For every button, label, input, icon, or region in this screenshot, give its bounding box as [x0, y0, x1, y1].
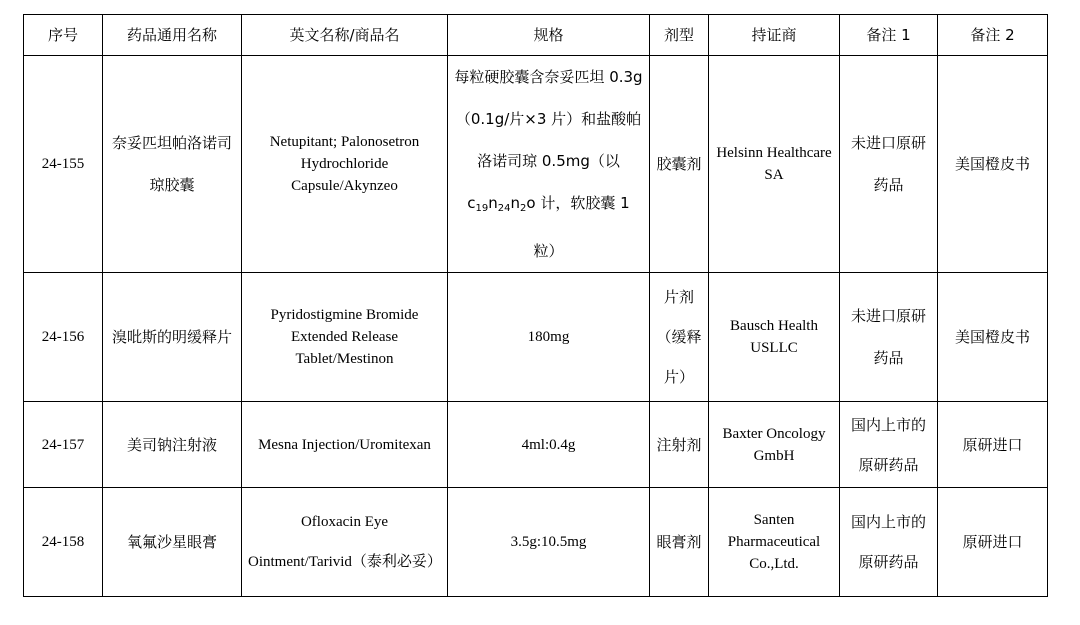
- row-holder: Helsinn Healthcare SA: [709, 56, 840, 273]
- row-note1: 国内上市的原研药品: [840, 402, 938, 488]
- row-english-name: Netupitant; Palonosetron Hydrochloride Capsule/Akynzeo: [242, 56, 448, 273]
- table-row: [24, 402, 1048, 488]
- row-spec: 4ml:0.4g: [448, 402, 650, 488]
- table-row: [24, 488, 1048, 597]
- row-note2: 美国橙皮书: [938, 56, 1048, 273]
- header-dosage-form: 剂型: [650, 15, 709, 56]
- header-row: [24, 15, 1048, 56]
- row-no: 24-155: [24, 56, 103, 273]
- header-no: 序号: [24, 15, 103, 56]
- table-row: [24, 56, 1048, 273]
- header-spec: 规格: [448, 15, 650, 56]
- spec-main: 每粒硬胶囊含奈妥匹坦 0.3g（0.1g/片×3 片）和盐酸帕洛诺司琼 0.5mg（以 c: [454, 68, 643, 212]
- row-spec: [448, 56, 650, 273]
- spec-sub-n2: 2: [520, 203, 527, 214]
- row-note2: 美国橙皮书: [938, 273, 1048, 402]
- row-holder: Santen Pharmaceutical Co.,Ltd.: [709, 488, 840, 597]
- row-note1: 未进口原研药品: [840, 273, 938, 402]
- row-holder: Baxter Oncology GmbH: [709, 402, 840, 488]
- row-generic-name: 奈妥匹坦帕洛诺司琼胶囊: [103, 56, 242, 273]
- row-generic-name: 美司钠注射液: [103, 402, 242, 488]
- row-generic-name: 氧氟沙星眼膏: [103, 488, 242, 597]
- row-note1: 未进口原研药品: [840, 56, 938, 273]
- table-row: [24, 273, 1048, 402]
- header-generic-name: 药品通用名称: [103, 15, 242, 56]
- row-english-name: Mesna Injection/Uromitexan: [242, 402, 448, 488]
- row-dosage-form: 注射剂: [650, 402, 709, 488]
- row-note1: 国内上市的原研药品: [840, 488, 938, 597]
- row-note2: 原研进口: [938, 402, 1048, 488]
- spec-sub-c: 19: [475, 203, 489, 214]
- spec-sub-n: 24: [497, 203, 511, 214]
- header-holder: 持证商: [709, 15, 840, 56]
- row-note2: 原研进口: [938, 488, 1048, 597]
- row-spec: 180mg: [448, 273, 650, 402]
- row-dosage-form: 胶囊剂: [650, 56, 709, 273]
- row-no: 24-157: [24, 402, 103, 488]
- row-english-name: Pyridostigmine Bromide Extended Release Tablet/Mestinon: [242, 273, 448, 402]
- spec-tail: o 计，软胶囊 1 粒）: [526, 194, 630, 260]
- row-no: 24-156: [24, 273, 103, 402]
- row-english-name: Ofloxacin Eye Ointment/Tarivid（泰利必妥）: [242, 488, 448, 597]
- header-note2: 备注 2: [938, 15, 1048, 56]
- row-generic-name: 溴吡斯的明缓释片: [103, 273, 242, 402]
- row-dosage-form: 片剂（缓释片）: [650, 273, 709, 402]
- row-dosage-form: 眼膏剂: [650, 488, 709, 597]
- spec-n: n: [488, 194, 498, 212]
- spec-n2: n: [510, 194, 521, 212]
- row-spec: 3.5g:10.5mg: [448, 488, 650, 597]
- row-holder: Bausch Health USLLC: [709, 273, 840, 402]
- header-english-name: 英文名称/商品名: [242, 15, 448, 56]
- row-no: 24-158: [24, 488, 103, 597]
- header-note1: 备注 1: [840, 15, 938, 56]
- drug-catalog-table: [23, 14, 1048, 597]
